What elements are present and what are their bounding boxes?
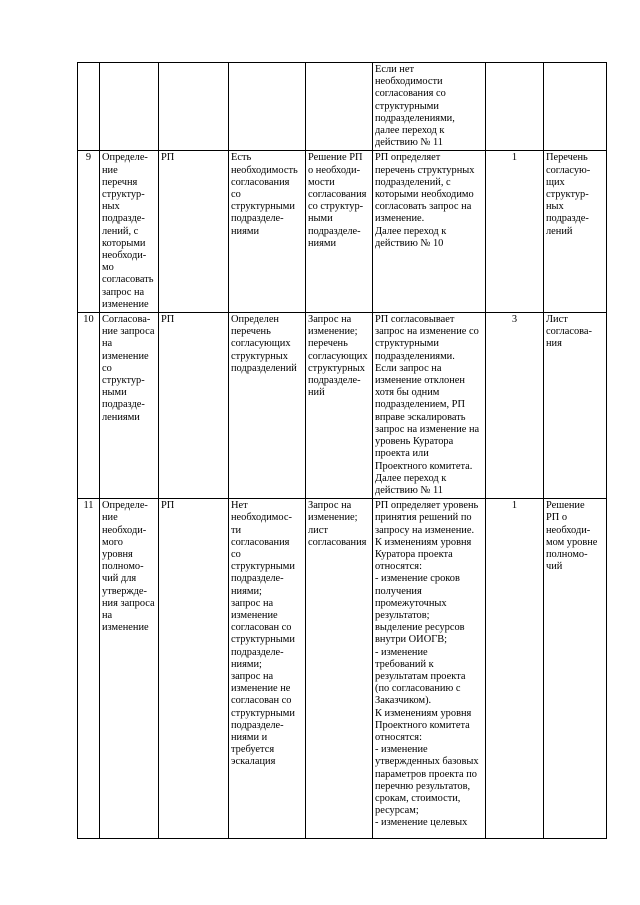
- cell-text-line: далее переход к: [375, 125, 445, 137]
- cell-text-line: действию № 11: [375, 137, 443, 149]
- cell-role: [159, 63, 229, 151]
- cell-text-line: изменение: [102, 350, 149, 362]
- cell-action: [100, 151, 159, 313]
- cell-text-line: лений: [546, 225, 573, 237]
- cell-input: [229, 151, 306, 313]
- cell-text-line: утвержденных базовых: [375, 756, 479, 768]
- cell-text-line: мом уровне: [546, 536, 598, 548]
- cell-text-line: хотя бы одним: [375, 387, 440, 399]
- cell-text-line: срокам, стоимости,: [375, 792, 461, 804]
- cell-text-line: действию № 10: [375, 237, 444, 249]
- cell-duration: [486, 63, 544, 151]
- cell-text-line: Лист: [546, 314, 568, 326]
- cell-text-line: ресурсам;: [375, 805, 419, 817]
- cell-text-line: подразделениями,: [375, 112, 455, 124]
- cell-text-line: РП определяет: [375, 152, 441, 164]
- cell-text-line: ние запроса: [102, 326, 155, 338]
- cell-text-line: ных: [102, 201, 120, 213]
- cell-text-line: промежуточных: [375, 597, 447, 609]
- table-row: [78, 313, 607, 499]
- cell-text-line: Нет: [231, 500, 248, 512]
- cell-text-line: ных: [546, 201, 564, 213]
- cell-text-line: ниями: [231, 225, 260, 237]
- cell-text-line: принятия решений по: [375, 512, 472, 524]
- cell-text-line: изменение не: [231, 683, 291, 695]
- cell-text-line: эскалация: [231, 756, 276, 768]
- cell-text-line: структурными: [231, 561, 295, 573]
- cell-text-line: необходимос-: [231, 512, 292, 524]
- cell-output: [306, 63, 373, 151]
- cell-result: [544, 313, 607, 499]
- cell-role: [159, 499, 229, 839]
- cell-text-line: лений, с: [102, 225, 139, 237]
- cell-text-line: мо: [102, 262, 114, 274]
- cell-text-line: щих: [546, 176, 565, 188]
- cell-text-line: запрос на изменение на: [375, 423, 480, 435]
- cell-text-line: на: [102, 338, 113, 350]
- cell-text-line: ния: [546, 338, 562, 350]
- cell-description: [373, 63, 486, 151]
- cell-text-line: подразделе-: [308, 375, 361, 387]
- cell-text-line: согласования: [231, 176, 290, 188]
- cell-text-line: запрос на: [231, 670, 274, 682]
- cell-text-line: запрос на изменение со: [375, 326, 479, 338]
- cell-text-line: изменение;: [308, 512, 358, 524]
- cell-description: [373, 151, 486, 313]
- cell-text-line: проекта или: [375, 448, 429, 460]
- cell-input: [229, 313, 306, 499]
- cell-description: [373, 499, 486, 839]
- cell-text-line: которыми: [102, 237, 146, 249]
- cell-text-line: полномо-: [546, 548, 588, 560]
- cell-text-line: согласования: [308, 189, 367, 201]
- cell-text-line: Далее переход к: [375, 225, 447, 237]
- table-row: [78, 499, 607, 839]
- cell-text-line: на: [102, 609, 113, 621]
- cell-text-line: согласования: [308, 536, 367, 548]
- process-table: [77, 62, 607, 839]
- cell-text-line: запросу на изменение.: [375, 524, 475, 536]
- cell-text-line: необходи-: [102, 250, 147, 262]
- cell-text-line: Запрос на: [308, 500, 352, 512]
- cell-text-line: РП: [161, 500, 175, 512]
- cell-text-line: Решение: [546, 500, 585, 512]
- cell-text-line: К изменениям уровня: [375, 707, 472, 719]
- cell-text-line: согласующих: [308, 350, 368, 362]
- cell-text-line: Перечень: [546, 152, 588, 164]
- cell-text-line: запрос на: [231, 597, 274, 609]
- cell-text-line: изменение.: [375, 213, 425, 225]
- cell-text-line: со: [231, 548, 241, 560]
- cell-text-line: утвержде-: [102, 585, 147, 597]
- cell-text-line: Определе-: [102, 500, 148, 512]
- cell-text-line: - изменение: [375, 744, 428, 756]
- cell-text-line: изменение отклонен: [375, 375, 465, 387]
- cell-text-line: РП: [161, 152, 175, 164]
- cell-text-line: лист: [308, 524, 328, 536]
- cell-text-line: - изменение сроков: [375, 573, 460, 585]
- cell-text-line: ние: [102, 164, 118, 176]
- cell-text-line: необходимости: [375, 76, 443, 88]
- cell-text-line: структурных: [308, 362, 365, 374]
- cell-text-line: Если запрос на: [375, 362, 442, 374]
- cell-text-line: необходи-: [546, 524, 591, 536]
- cell-text-line: со: [231, 189, 241, 201]
- cell-text-line: подразделе-: [231, 646, 284, 658]
- cell-text-line: - изменение целевых: [375, 817, 468, 829]
- cell-text-line: структурных: [231, 350, 288, 362]
- cell-text-line: уровень Куратора: [375, 436, 454, 448]
- cell-text-line: перечню результатов,: [375, 780, 471, 792]
- cell-text-line: подразделений, с: [375, 176, 451, 188]
- cell-text-line: Определе-: [102, 152, 148, 164]
- cell-text-line: запрос на: [102, 286, 145, 298]
- cell-text-line: Есть: [231, 152, 252, 164]
- cell-step-number: [78, 63, 100, 151]
- cell-step-number: 11: [78, 499, 100, 839]
- cell-text-line: полномо-: [102, 561, 144, 573]
- cell-text-line: РП определяет уровень: [375, 500, 479, 512]
- cell-text-line: относятся:: [375, 561, 422, 573]
- cell-text-line: структур-: [102, 189, 145, 201]
- cell-text-line: изменение;: [308, 326, 358, 338]
- cell-text-line: со структур-: [308, 201, 364, 213]
- cell-text-line: согласования со: [375, 88, 446, 100]
- cell-text-line: Запрос на: [308, 314, 352, 326]
- cell-text-line: подразделе-: [231, 213, 284, 225]
- cell-input: [229, 499, 306, 839]
- cell-text-line: подразде-: [102, 213, 145, 225]
- cell-text-line: подразделе-: [231, 573, 284, 585]
- cell-text-line: перечень структурных: [375, 164, 475, 176]
- cell-text-line: необходи-: [102, 524, 147, 536]
- cell-text-line: Заказчиком).: [375, 695, 432, 707]
- cell-action: [100, 313, 159, 499]
- cell-description: [373, 313, 486, 499]
- cell-text-line: изменение: [102, 622, 149, 634]
- cell-text-line: чий: [546, 561, 563, 573]
- cell-text-line: внутри ОИОГВ;: [375, 634, 448, 646]
- table-row: [78, 63, 607, 151]
- cell-role: [159, 313, 229, 499]
- cell-text-line: получения: [375, 585, 422, 597]
- table-row: [78, 151, 607, 313]
- cell-text-line: структур-: [102, 375, 145, 387]
- cell-text-line: Далее переход к: [375, 472, 447, 484]
- cell-text-line: ниями;: [231, 658, 262, 670]
- cell-text-line: уровня: [102, 548, 133, 560]
- cell-text-line: перечня: [102, 176, 138, 188]
- cell-text-line: Если нет: [375, 64, 415, 75]
- cell-text-line: о необходи-: [308, 164, 361, 176]
- cell-text-line: ными: [102, 387, 127, 399]
- cell-text-line: ниями;: [231, 585, 262, 597]
- cell-text-line: подразделе-: [231, 719, 284, 731]
- cell-text-line: Определен: [231, 314, 279, 326]
- cell-role: [159, 151, 229, 313]
- cell-text-line: требуется: [231, 744, 275, 756]
- cell-text-line: согласован со: [231, 695, 292, 707]
- cell-text-line: перечень: [231, 326, 271, 338]
- cell-text-line: подразделе-: [308, 225, 361, 237]
- cell-text-line: изменение: [102, 298, 149, 310]
- cell-text-line: РП о: [546, 512, 568, 524]
- cell-text-line: ниями: [308, 237, 337, 249]
- cell-text-line: мого: [102, 536, 123, 548]
- cell-text-line: согласующих: [231, 338, 291, 350]
- cell-text-line: ние: [102, 512, 118, 524]
- cell-text-line: согласова-: [546, 326, 592, 338]
- cell-text-line: перечень: [308, 338, 348, 350]
- cell-text-line: мости: [308, 176, 335, 188]
- cell-text-line: согласован со: [231, 622, 292, 634]
- cell-text-line: выделение ресурсов: [375, 622, 465, 634]
- cell-text-line: параметров проекта по: [375, 768, 477, 780]
- cell-result: [544, 151, 607, 313]
- cell-text-line: подразде-: [102, 399, 145, 411]
- cell-text-line: структурными: [231, 201, 295, 213]
- cell-text-line: требований к: [375, 658, 434, 670]
- cell-text-line: подразделением, РП: [375, 399, 465, 411]
- cell-text-line: ния запроса: [102, 597, 155, 609]
- cell-text-line: К изменениям уровня: [375, 536, 472, 548]
- cell-text-line: (по согласованию с: [375, 683, 461, 695]
- cell-text-line: относятся:: [375, 731, 422, 743]
- cell-step-number: 10: [78, 313, 100, 499]
- cell-text-line: результатов;: [375, 609, 430, 621]
- cell-text-line: Проектного комитета: [375, 719, 470, 731]
- cell-text-line: структур-: [546, 189, 589, 201]
- cell-text-line: ти: [231, 524, 242, 536]
- cell-text-line: необходимость: [231, 164, 298, 176]
- cell-text-line: подразде-: [546, 213, 589, 225]
- cell-step-number: 9: [78, 151, 100, 313]
- cell-text-line: Решение РП: [308, 152, 363, 164]
- table-body: [78, 63, 607, 839]
- cell-text-line: структурными: [231, 707, 295, 719]
- cell-text-line: РП: [161, 314, 175, 326]
- cell-text-line: согласовать: [102, 274, 154, 286]
- cell-text-line: согласую-: [546, 164, 591, 176]
- cell-text-line: согласования: [231, 536, 290, 548]
- cell-text-line: Куратора проекта: [375, 548, 453, 560]
- cell-text-line: структурными: [231, 634, 295, 646]
- cell-text-line: подразделений: [231, 362, 297, 374]
- cell-result: [544, 63, 607, 151]
- cell-text-line: действию № 11: [375, 484, 443, 496]
- cell-text-line: - изменение: [375, 646, 428, 658]
- cell-output: [306, 499, 373, 839]
- cell-text-line: результатам проекта: [375, 670, 466, 682]
- cell-text-line: подразделениями.: [375, 350, 455, 362]
- cell-duration: 3: [486, 313, 544, 499]
- cell-text-line: которыми необходимо: [375, 189, 474, 201]
- cell-text-line: структурными: [375, 338, 439, 350]
- cell-text-line: со: [102, 362, 112, 374]
- cell-action: [100, 63, 159, 151]
- cell-text-line: вправе эскалировать: [375, 411, 466, 423]
- cell-duration: 1: [486, 151, 544, 313]
- cell-action: [100, 499, 159, 839]
- cell-duration: 1: [486, 499, 544, 839]
- cell-text-line: структурными: [375, 100, 439, 112]
- cell-text-line: лениями: [102, 411, 140, 423]
- cell-text-line: РП согласовывает: [375, 314, 455, 326]
- cell-text-line: изменение: [231, 609, 278, 621]
- cell-result: [544, 499, 607, 839]
- cell-text-line: чий для: [102, 573, 137, 585]
- cell-output: [306, 313, 373, 499]
- cell-text-line: ными: [308, 213, 333, 225]
- cell-text-line: Согласова-: [102, 314, 151, 326]
- cell-output: [306, 151, 373, 313]
- cell-text-line: ниями и: [231, 731, 268, 743]
- cell-input: [229, 63, 306, 151]
- cell-text-line: Проектного комитета.: [375, 460, 473, 472]
- cell-text-line: ний: [308, 387, 325, 399]
- cell-text-line: согласовать запрос на: [375, 201, 472, 213]
